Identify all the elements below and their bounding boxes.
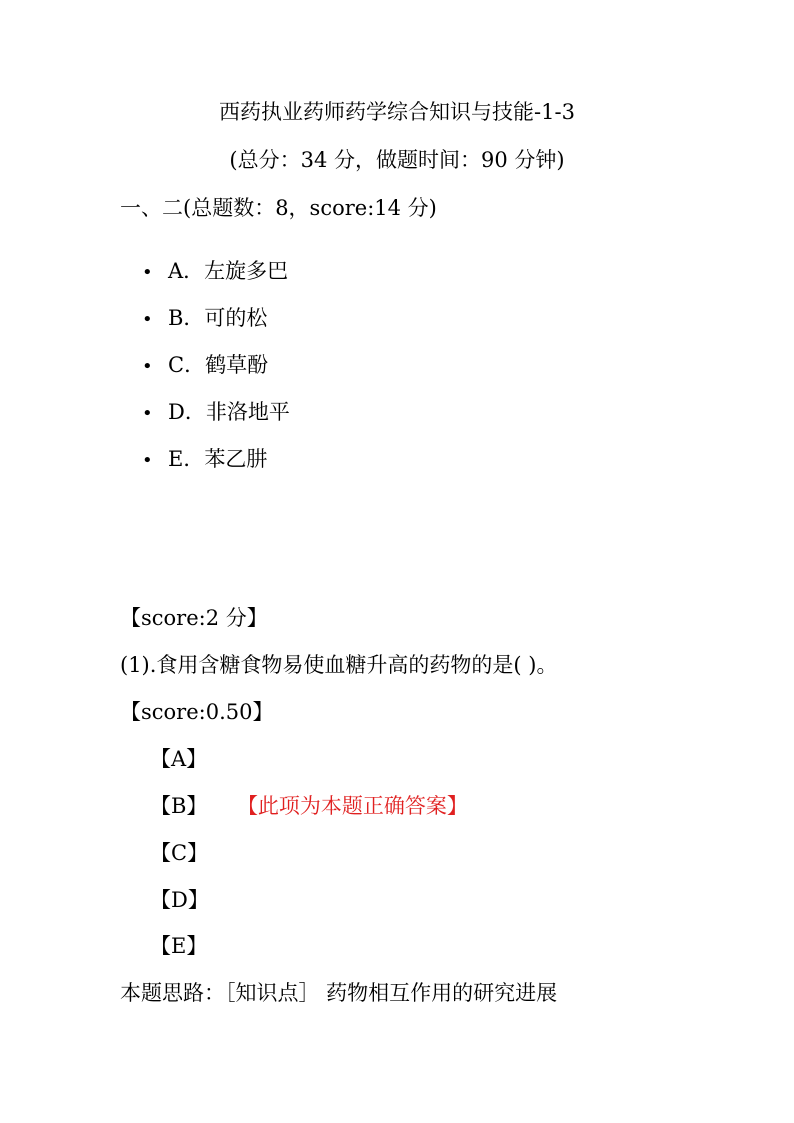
bullet-icon: • (142, 356, 153, 377)
option-text: C．鹤草酚 (168, 353, 269, 377)
bullet-icon: • (142, 403, 153, 424)
question-subscore: 【score:0.50】 (120, 700, 274, 724)
option-text: E．苯乙肼 (168, 447, 268, 471)
option-text: A．左旋多巴 (168, 259, 289, 283)
option-text: B．可的松 (168, 306, 268, 330)
answer-label: 【B】 (150, 794, 208, 818)
analysis-text: 本题思路：［知识点］ 药物相互作用的研究进展 (120, 981, 558, 1005)
correct-answer-marker: 【此项为本题正确答案】 (247, 794, 468, 818)
section-heading: 一、二(总题数：8，score:14 分) (120, 196, 437, 220)
document-title: 西药执业药师药学综合知识与技能-1-3 (219, 100, 575, 124)
bullet-icon: • (142, 309, 153, 330)
bullet-icon: • (142, 450, 153, 471)
option-item-c (142, 351, 268, 381)
option-item-e (142, 445, 267, 475)
answer-label: 【D】 (150, 888, 209, 912)
answer-option-a (150, 745, 207, 773)
answer-label: 【E】 (150, 934, 208, 958)
answer-option-b (150, 792, 468, 820)
question-text: (1).食用含糖食物易使血糖升高的药物的是( )。 (120, 653, 558, 677)
answer-label: 【C】 (150, 841, 209, 865)
option-text: D．非洛地平 (168, 400, 290, 424)
answer-option-e (150, 932, 207, 960)
document-subtitle: (总分：34 分，做题时间：90 分钟) (229, 148, 565, 172)
question-score: 【score:2 分】 (120, 606, 268, 630)
option-item-b (142, 304, 267, 334)
bullet-icon: • (142, 262, 153, 283)
option-item-d (142, 398, 290, 428)
answer-option-d (150, 886, 209, 914)
answer-option-c (150, 839, 208, 867)
answer-label: 【A】 (150, 747, 208, 771)
option-item-a (142, 257, 288, 287)
